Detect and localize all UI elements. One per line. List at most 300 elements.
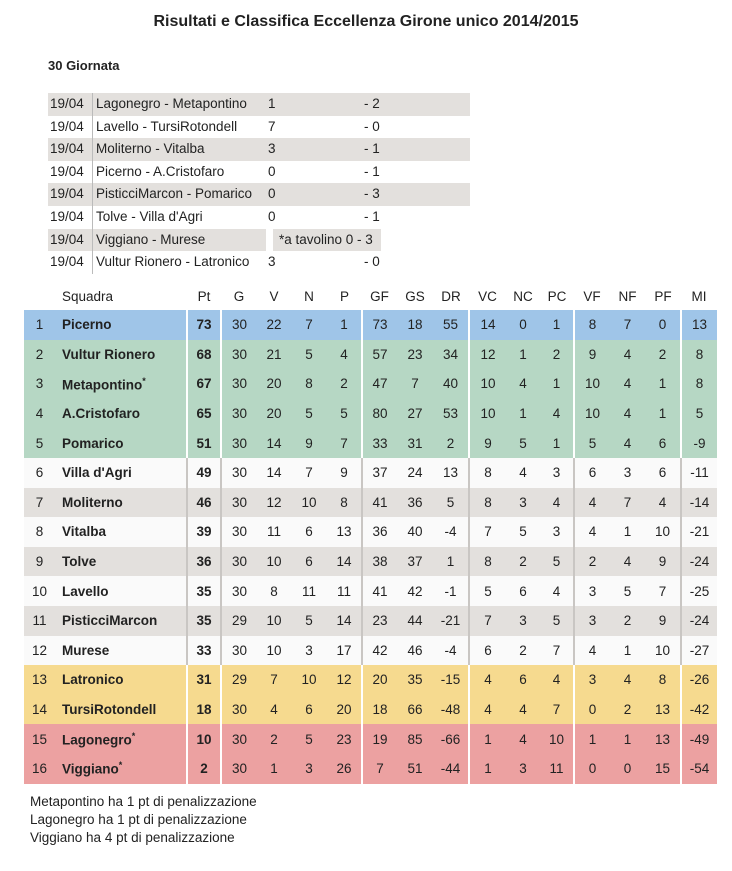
away-score: - 0 <box>364 118 380 134</box>
cell-value: 30 <box>231 465 248 481</box>
column-header: VF <box>583 288 601 304</box>
stat-cell <box>221 636 257 666</box>
cell-value: 1 <box>588 731 597 747</box>
stat-cell <box>291 724 327 754</box>
cell-value: 13 <box>654 731 671 747</box>
stat-cell <box>610 606 645 636</box>
stat-cell <box>433 636 469 666</box>
cell-value: 5 <box>340 406 348 422</box>
team-name-text: Vitalba <box>62 524 107 540</box>
stat-cell <box>540 340 574 370</box>
cell-value: 3 <box>623 465 632 481</box>
cell-value: 1 <box>552 435 561 451</box>
column-header: G <box>233 288 245 304</box>
cell-value: 35 <box>196 583 212 599</box>
stat-cell <box>221 517 257 547</box>
stat-cell <box>506 310 540 340</box>
stat-cell <box>645 369 681 399</box>
cell-value: 27 <box>407 406 423 422</box>
table-row <box>24 576 717 606</box>
stat-cell <box>291 310 327 340</box>
away-score: - 0 <box>364 254 380 270</box>
cell-value: 14 <box>336 554 352 570</box>
team-name <box>55 724 187 754</box>
stat-cell <box>221 695 257 725</box>
stat-cell <box>433 606 469 636</box>
stat-cell <box>540 399 574 429</box>
cell-value: -24 <box>689 613 710 629</box>
cell-value: 10 <box>654 524 671 540</box>
team-name-text: Moliterno <box>62 494 123 510</box>
stat-cell <box>469 724 506 754</box>
stat-cell <box>257 547 291 577</box>
stat-cell <box>291 695 327 725</box>
away-score: - 1 <box>364 208 380 224</box>
cell-value: 33 <box>372 435 388 451</box>
cell-value: 12 <box>31 642 48 658</box>
cell-value: 2 <box>200 761 208 777</box>
stat-cell <box>574 695 610 725</box>
penalty-asterisk: * <box>131 730 136 741</box>
stat-cell <box>291 754 327 784</box>
cell-value: 7 <box>552 642 561 658</box>
stat-cell <box>610 665 645 695</box>
cell-value: 6 <box>305 702 313 718</box>
cell-value: 14 <box>266 465 282 481</box>
cell-value: 30 <box>231 642 248 658</box>
cell-value: -49 <box>689 731 710 747</box>
stat-cell <box>506 547 540 577</box>
stat-cell <box>397 488 433 518</box>
stat-cell <box>327 636 362 666</box>
cell-value: 18 <box>196 702 212 718</box>
result-row <box>48 206 470 229</box>
result-match: PisticciMarcon - Pomarico <box>92 183 252 206</box>
stat-cell <box>327 310 362 340</box>
cell-value: 17 <box>336 642 352 658</box>
cell-value: 1 <box>484 761 492 777</box>
cell-value: 15 <box>31 731 48 747</box>
stat-cell <box>645 517 681 547</box>
result-date: 19/04 <box>50 186 84 202</box>
cell-value: 7 <box>305 317 313 333</box>
stat-cell <box>574 576 610 606</box>
cell-value: -42 <box>689 702 710 718</box>
stat-cell <box>327 547 362 577</box>
home-score: 0 <box>268 186 276 202</box>
results-list <box>48 93 470 274</box>
cell-value: 5 <box>446 494 455 510</box>
stat-cell <box>257 695 291 725</box>
result-date: 19/04 <box>50 118 84 134</box>
result-row <box>48 116 470 139</box>
stat-cell <box>506 458 540 488</box>
cell-value: 68 <box>196 346 212 362</box>
stat-cell <box>433 724 469 754</box>
cell-value: -4 <box>444 642 457 658</box>
stat-cell <box>540 517 574 547</box>
stat-cell <box>257 636 291 666</box>
stat-cell <box>469 754 506 784</box>
away-score: - 3 <box>364 186 380 202</box>
cell-value: 2 <box>623 613 632 629</box>
cell-value: 10 <box>480 376 496 392</box>
home-score: 0 <box>268 208 276 224</box>
stat-cell <box>187 399 221 429</box>
cell-value: 11 <box>266 524 281 540</box>
column-header: Squadra <box>62 288 114 304</box>
stat-cell <box>362 636 397 666</box>
stat-cell <box>257 310 291 340</box>
cell-value: 7 <box>340 435 348 451</box>
team-name <box>55 310 187 340</box>
stat-cell <box>362 606 397 636</box>
cell-value: 73 <box>372 317 388 333</box>
stat-cell <box>610 428 645 458</box>
stat-cell <box>187 636 221 666</box>
stat-cell <box>362 665 397 695</box>
stat-cell <box>645 458 681 488</box>
stat-cell <box>187 310 221 340</box>
cell-value: 8 <box>588 317 597 333</box>
cell-value: 10 <box>480 406 496 422</box>
cell-value: 2 <box>340 376 348 392</box>
cell-value: 4 <box>484 702 492 718</box>
result-date: 19/04 <box>50 96 84 111</box>
cell-value: 4 <box>588 524 597 540</box>
team-name-text: TursiRotondell <box>62 702 157 718</box>
cell-value: 4 <box>658 494 667 510</box>
cell-value: 1 <box>658 406 667 422</box>
cell-value: 14 <box>31 702 48 718</box>
team-name-text: Latronico <box>62 672 124 688</box>
stat-cell <box>397 754 433 784</box>
cell-value: 4 <box>35 406 44 422</box>
column-header: V <box>269 288 279 304</box>
team-name-text: Villa d'Agri <box>62 465 132 481</box>
cell-value: 36 <box>372 524 388 540</box>
cell-value: 80 <box>372 406 388 422</box>
column-header: PC <box>547 288 567 304</box>
home-score: 3 <box>268 254 276 270</box>
stat-cell <box>221 547 257 577</box>
cell-value: 7 <box>484 524 492 540</box>
stat-cell <box>221 310 257 340</box>
cell-value: 8 <box>658 672 667 688</box>
stat-cell <box>681 665 717 695</box>
stat-cell <box>540 636 574 666</box>
stat-cell <box>397 517 433 547</box>
stat-cell <box>645 576 681 606</box>
stat-cell <box>291 488 327 518</box>
cell-value: 30 <box>231 702 248 718</box>
table-row <box>24 665 717 695</box>
stat-cell <box>469 458 506 488</box>
stat-cell <box>362 458 397 488</box>
stat-cell <box>187 547 221 577</box>
cell-value: 65 <box>196 406 212 422</box>
stat-cell <box>187 576 221 606</box>
stat-cell <box>506 369 540 399</box>
cell-value: 7 <box>658 583 667 599</box>
column-header: Pt <box>197 288 211 304</box>
cell-value: 5 <box>519 435 527 451</box>
cell-value: 23 <box>372 613 388 629</box>
stat-cell <box>645 606 681 636</box>
cell-value: 2 <box>270 731 278 747</box>
cell-value: 10 <box>584 406 601 422</box>
cell-value: 42 <box>407 583 423 599</box>
stat-cell <box>221 754 257 784</box>
stat-cell <box>540 665 574 695</box>
cell-value: 8 <box>305 376 313 392</box>
stat-cell <box>645 488 681 518</box>
cell-value: 51 <box>196 435 212 451</box>
cell-value: -26 <box>689 672 710 688</box>
result-row <box>48 138 470 161</box>
cell-value: 7 <box>552 702 561 718</box>
table-row <box>24 695 717 725</box>
cell-value: 3 <box>552 524 561 540</box>
cell-value: 18 <box>372 702 388 718</box>
penalty-note: Metapontino ha 1 pt di penalizzazione <box>30 794 257 809</box>
cell-value: 2 <box>658 346 667 362</box>
stat-cell <box>362 428 397 458</box>
cell-value: 7 <box>270 672 278 688</box>
cell-value: 2 <box>552 346 561 362</box>
stat-cell <box>433 340 469 370</box>
stat-cell <box>433 576 469 606</box>
cell-value: 20 <box>266 406 282 422</box>
stat-cell <box>257 754 291 784</box>
stat-cell <box>291 665 327 695</box>
cell-value: 4 <box>519 731 527 747</box>
home-score: 1 <box>268 96 276 111</box>
cell-value: 3 <box>305 642 313 658</box>
column-header: GS <box>405 288 425 304</box>
cell-value: 4 <box>484 672 492 688</box>
cell-value: 35 <box>407 672 423 688</box>
cell-value: 23 <box>336 731 352 747</box>
stat-cell <box>187 695 221 725</box>
team-name <box>55 428 187 458</box>
stat-cell <box>221 576 257 606</box>
stat-cell <box>221 428 257 458</box>
stat-cell <box>681 340 717 370</box>
stat-cell <box>469 636 506 666</box>
cell-value: 6 <box>519 672 527 688</box>
stat-cell <box>221 724 257 754</box>
stat-cell <box>506 399 540 429</box>
team-name <box>55 547 187 577</box>
stat-cell <box>291 547 327 577</box>
stat-cell <box>397 428 433 458</box>
cell-value: 10 <box>301 672 317 688</box>
stat-cell <box>469 310 506 340</box>
result-match: Lagonegro - Metapontino <box>92 93 247 116</box>
table-row <box>24 428 717 458</box>
cell-value: 39 <box>196 524 212 540</box>
cell-value: 4 <box>623 376 632 392</box>
stat-cell <box>397 399 433 429</box>
stat-cell <box>327 369 362 399</box>
cell-value: 8 <box>340 494 348 510</box>
stat-cell <box>645 340 681 370</box>
cell-value: 10 <box>584 376 601 392</box>
stat-cell <box>397 576 433 606</box>
stat-cell <box>257 724 291 754</box>
cell-value: 21 <box>266 346 282 362</box>
cell-value: 8 <box>484 494 492 510</box>
cell-value: 1 <box>658 376 667 392</box>
home-score: 3 <box>268 141 276 157</box>
result-row <box>48 251 470 274</box>
result-match: Viggiano - Murese <box>92 229 205 252</box>
cell-value: -1 <box>444 583 457 599</box>
stat-cell <box>187 606 221 636</box>
stat-cell <box>257 517 291 547</box>
stat-cell <box>574 724 610 754</box>
stat-cell <box>645 636 681 666</box>
cell-value: 5 <box>35 435 44 451</box>
table-row <box>24 517 717 547</box>
cell-value: 12 <box>266 494 282 510</box>
stat-cell <box>433 399 469 429</box>
cell-value: 55 <box>442 317 459 333</box>
stat-cell <box>645 428 681 458</box>
cell-value: 10 <box>654 642 671 658</box>
result-row <box>48 161 470 184</box>
cell-value: 4 <box>588 494 597 510</box>
cell-value: 73 <box>196 317 212 333</box>
stat-cell <box>540 488 574 518</box>
cell-value: 14 <box>266 435 282 451</box>
team-name <box>55 517 187 547</box>
cell-value: -27 <box>689 642 710 658</box>
cell-value: 4 <box>552 406 561 422</box>
stat-cell <box>540 547 574 577</box>
stat-cell <box>540 369 574 399</box>
cell-value: 5 <box>519 524 527 540</box>
stat-cell <box>327 695 362 725</box>
stat-cell <box>187 724 221 754</box>
standings-table <box>24 282 717 784</box>
cell-value: 11 <box>32 613 47 629</box>
cell-value: 40 <box>442 376 459 392</box>
stat-cell <box>610 310 645 340</box>
stat-cell <box>645 547 681 577</box>
stat-cell <box>291 458 327 488</box>
stat-cell <box>24 488 55 518</box>
stat-cell <box>362 547 397 577</box>
cell-value: 1 <box>552 376 561 392</box>
penalty-note: Viggiano ha 4 pt di penalizzazione <box>30 830 235 845</box>
team-name-text: Pomarico <box>62 435 124 451</box>
cell-value: 9 <box>588 346 597 362</box>
cell-value: 4 <box>519 465 527 481</box>
cell-value: 8 <box>270 583 278 599</box>
cell-value: 10 <box>196 731 212 747</box>
cell-value: 0 <box>519 317 527 333</box>
page-title: Risultati e Classifica Eccellenza Girone unico 2014/2015 <box>153 13 579 30</box>
team-name-text: Viggiano <box>62 761 119 777</box>
cell-value: -48 <box>440 702 461 718</box>
team-name <box>55 636 187 666</box>
stat-cell <box>221 399 257 429</box>
stat-cell <box>645 695 681 725</box>
cell-value: 30 <box>231 583 248 599</box>
cell-value: 30 <box>231 554 248 570</box>
cell-value: 12 <box>480 346 496 362</box>
stat-cell <box>540 754 574 784</box>
cell-value: 10 <box>548 731 565 747</box>
result-row <box>48 229 470 252</box>
stat-cell <box>397 310 433 340</box>
table-row <box>24 340 717 370</box>
cell-value: 4 <box>270 702 278 718</box>
stat-cell <box>574 636 610 666</box>
cell-value: -24 <box>689 554 710 570</box>
stat-cell <box>433 428 469 458</box>
cell-value: 4 <box>552 672 561 688</box>
cell-value: 8 <box>35 524 44 540</box>
stat-cell <box>327 606 362 636</box>
cell-value: 6 <box>658 465 667 481</box>
stat-cell <box>327 517 362 547</box>
cell-value: 31 <box>196 672 212 688</box>
table-row <box>24 369 717 399</box>
cell-value: 31 <box>407 435 423 451</box>
away-score: - 1 <box>364 163 380 179</box>
cell-value: 47 <box>372 376 388 392</box>
cell-value: 24 <box>407 465 423 481</box>
column-header: DR <box>441 288 461 304</box>
stat-cell <box>362 310 397 340</box>
stat-cell <box>24 576 55 606</box>
cell-value: 5 <box>588 435 597 451</box>
cell-value: 12 <box>336 672 352 688</box>
cell-value: 7 <box>35 494 44 510</box>
penalty-note: Lagonegro ha 1 pt di penalizzazione <box>30 812 247 827</box>
cell-value: 6 <box>519 583 527 599</box>
cell-value: 67 <box>196 376 212 392</box>
cell-value: 36 <box>196 554 212 570</box>
cell-value: 3 <box>588 672 597 688</box>
table-row <box>24 636 717 666</box>
cell-value: 9 <box>340 465 348 481</box>
column-header: NC <box>513 288 533 304</box>
stat-cell <box>610 547 645 577</box>
cell-value: 3 <box>588 583 597 599</box>
stat-cell <box>187 517 221 547</box>
cell-value: 4 <box>623 406 632 422</box>
table-row <box>24 310 717 340</box>
stat-cell <box>362 369 397 399</box>
stat-cell <box>540 310 574 340</box>
stat-cell <box>24 754 55 784</box>
stat-cell <box>574 310 610 340</box>
cell-value: 4 <box>519 376 527 392</box>
stat-cell <box>574 458 610 488</box>
home-score: 0 <box>268 163 276 179</box>
cell-value: 30 <box>231 494 248 510</box>
stat-cell <box>681 606 717 636</box>
cell-value: -9 <box>693 435 706 451</box>
stat-cell <box>610 369 645 399</box>
cell-value: 46 <box>196 494 212 510</box>
cell-value: -44 <box>440 761 461 777</box>
table-row <box>24 724 717 754</box>
